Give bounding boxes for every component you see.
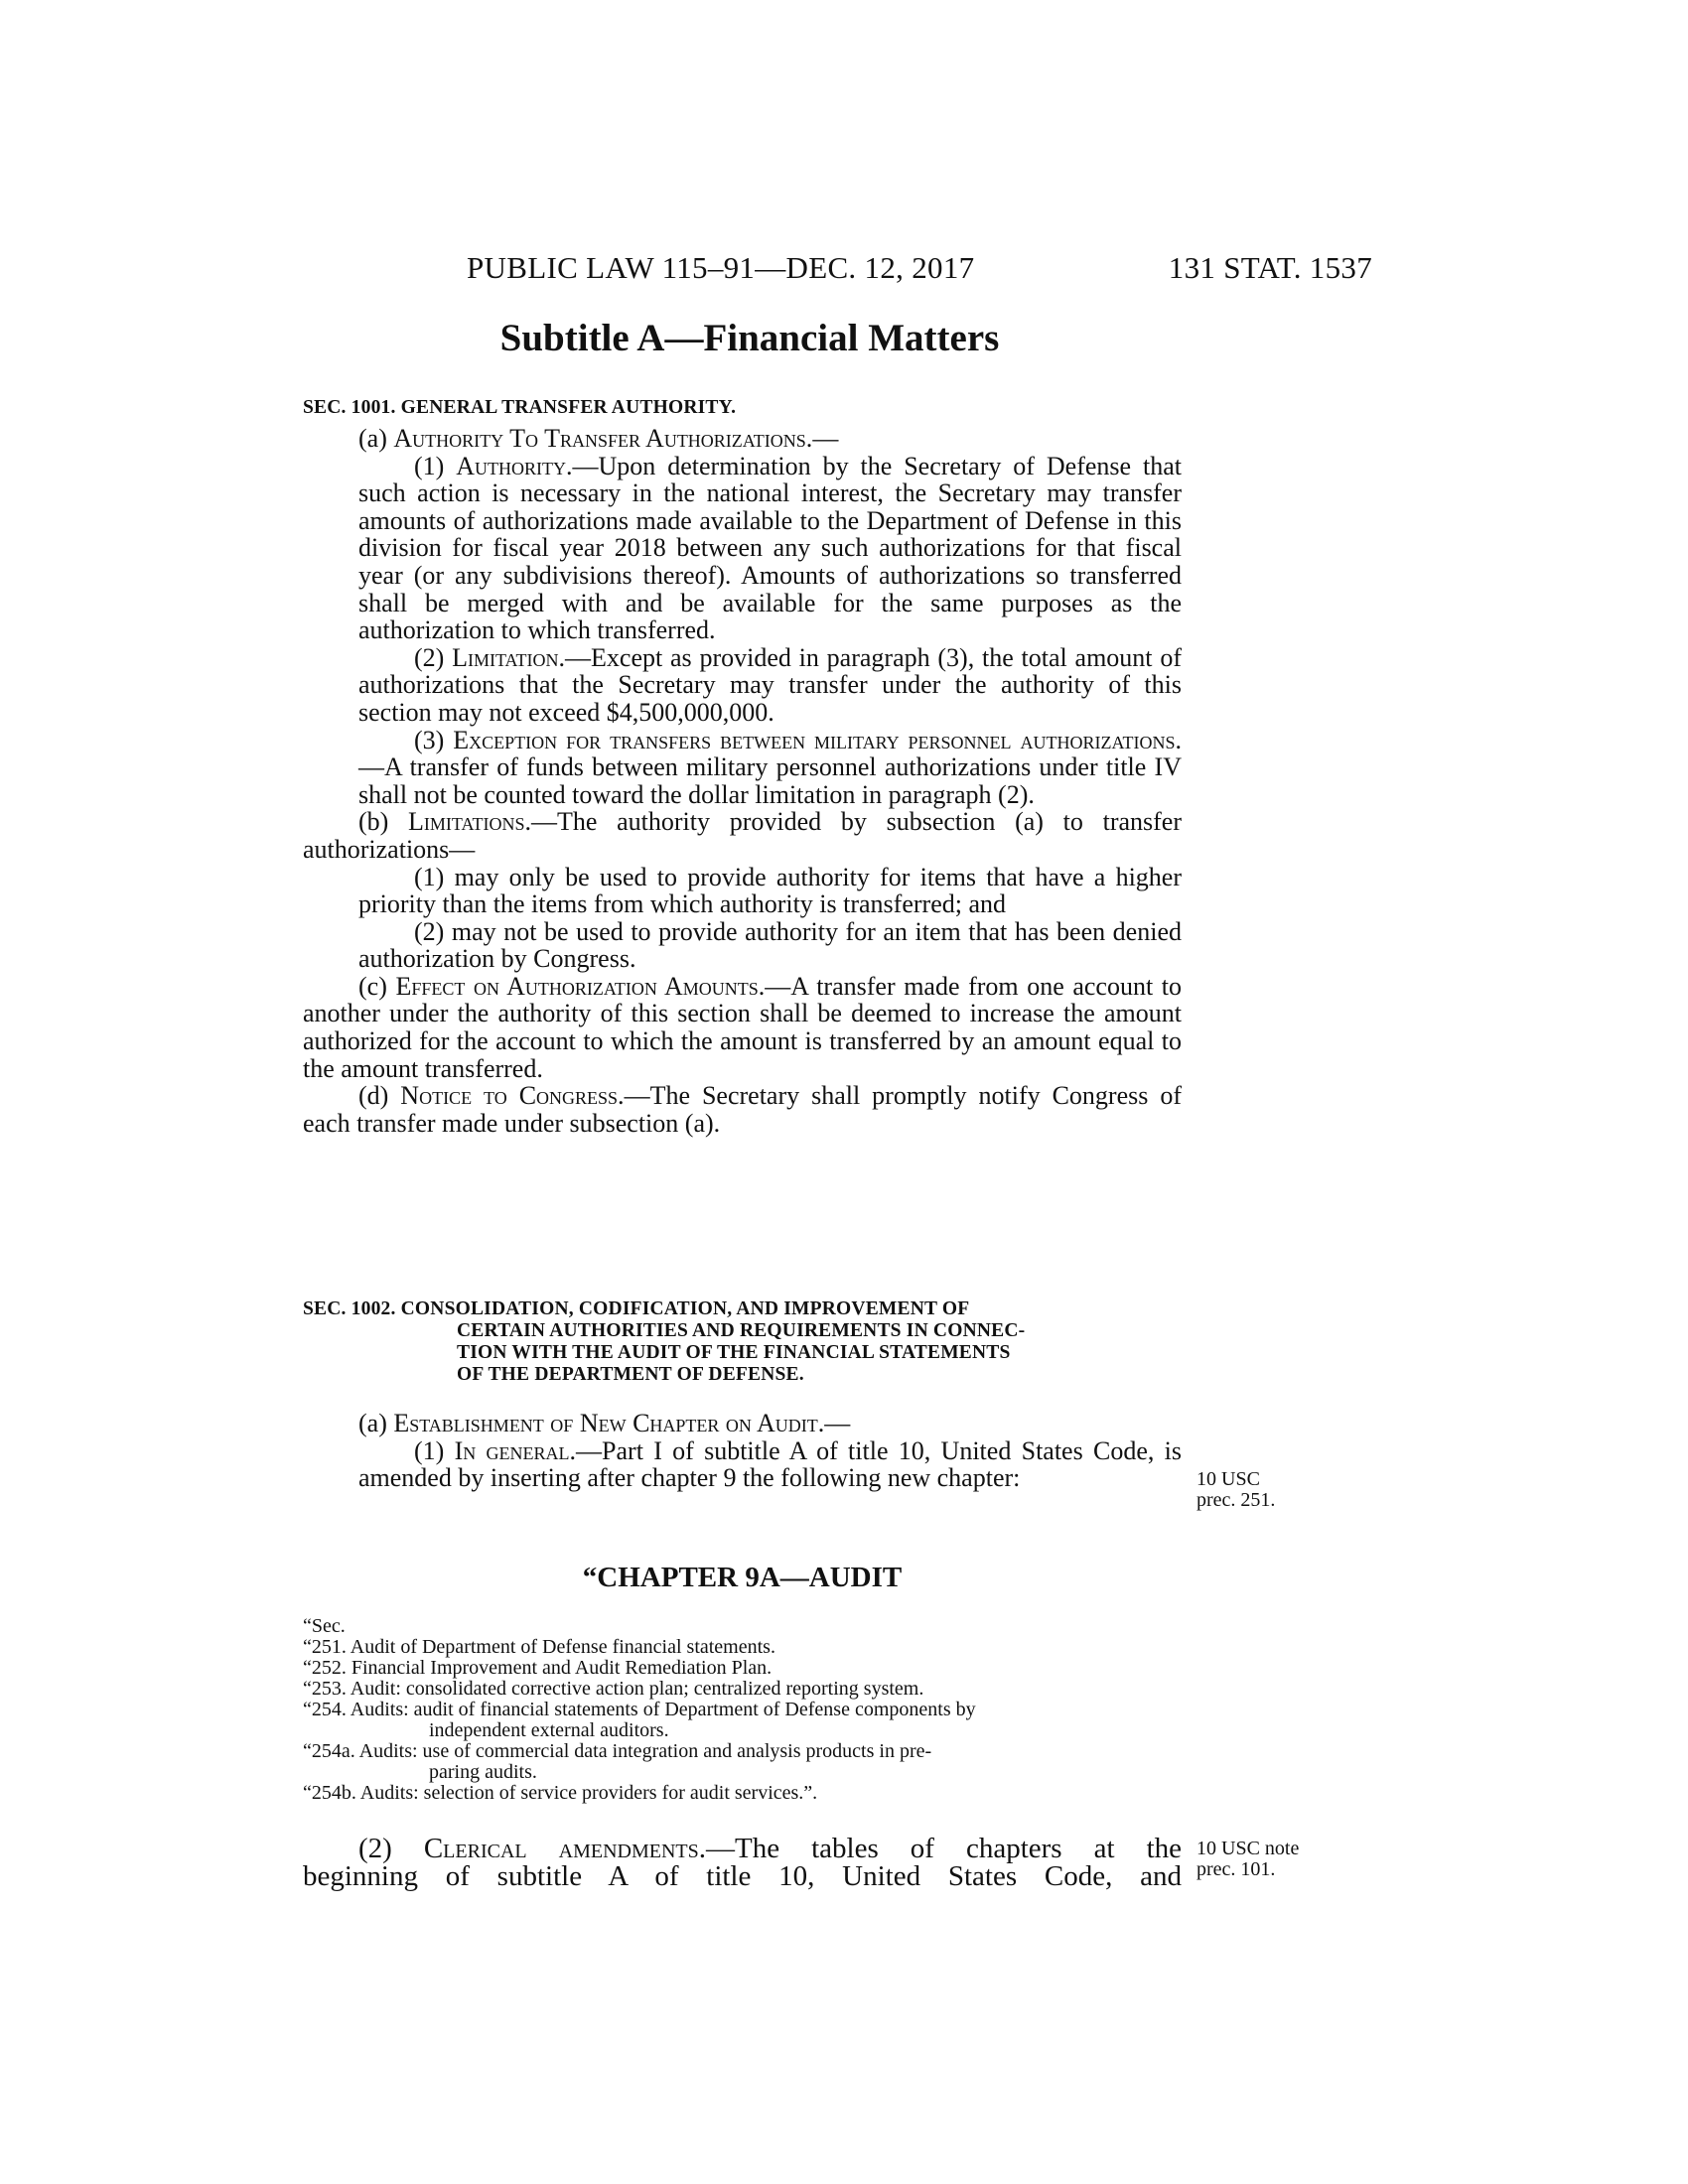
- subsection-a-heading: (a) Authority To Transfer Authorizations.—: [358, 424, 839, 453]
- paragraph-b1: (1) may only be used to provide authority for items that have a higher priority than the items from which authority is transferred; and: [358, 862, 1182, 919]
- section-1002-heading: SEC. 1002. CONSOLIDATION, CODIFICATION, AND IMPROVEMENT OF CERTAIN AUTHORITIES AND REQUIREMENTS IN CONNEC- TION WITH THE AUDIT OF THE FINANCIAL STATEMENTS OF THE DEPARTMENT OF DEFENSE.: [303, 1298, 1026, 1385]
- margin-note-usc-251: 10 USC prec. 251.: [1196, 1468, 1276, 1511]
- paragraph-a1: (1) Authority.—Upon determination by the Secretary of Defense that such action is necessary in the national interest, the Secretary may transfer amounts of authorizations made available to the Department of Defense in this division for fiscal year 2018 between any such authorizations for that fiscal year (or any subdivisions thereof). Amounts of authorizations so transferred shall be merged with and be available for the same purposes as the authorization to which transferred.: [358, 451, 1182, 645]
- chapter-table-of-sections: [303, 1616, 1182, 1804]
- toc-entry: “253. Audit: consolidated corrective action plan; centralized reporting system.: [303, 1678, 924, 1700]
- toc-entry: “254b. Audits: selection of service providers for audit services.”.: [303, 1782, 818, 1804]
- subsection-b: (b) Limitations.—The authority provided by subsection (a) to transfer authorizations—: [303, 807, 1182, 864]
- toc-entry: “254a. Audits: use of commercial data integration and analysis products in pre-: [303, 1740, 932, 1762]
- subtitle-heading: Subtitle A—Financial Matters: [499, 317, 1000, 359]
- subsection-c: (c) Effect on Authorization Amounts.—A transfer made from one account to another under the authority of this section shall be deemed to increase the amount authorized for the account to which the amount is transferred by an amount equal to the amount transferred.: [303, 971, 1182, 1083]
- subsection-1002-a-heading: (a) Establishment of New Chapter on Audit.—: [358, 1409, 851, 1437]
- toc-entry: “254. Audits: audit of financial statements of Department of Defense components by: [303, 1699, 976, 1720]
- chapter-title: “CHAPTER 9A—AUDIT: [582, 1562, 903, 1593]
- paragraph-1002-a1: (1) In general.—Part I of subtitle A of title 10, United States Code, is amended by inserting after chapter 9 the following new chapter:: [358, 1435, 1182, 1493]
- margin-note-usc-101: 10 USC note prec. 101.: [1196, 1838, 1300, 1880]
- paragraph-b2: (2) may not be used to provide authority for an item that has been denied authorization by Congress.: [358, 916, 1182, 974]
- toc-entry: “Sec.: [303, 1615, 346, 1637]
- statute-page-number: 131 STAT. 1537: [1168, 250, 1372, 285]
- toc-entry-continuation: independent external auditors.: [429, 1719, 669, 1741]
- running-header: [467, 250, 1372, 290]
- toc-entry-continuation: paring audits.: [429, 1761, 537, 1783]
- section-1002-body: [303, 1410, 1182, 1492]
- toc-entry: “252. Financial Improvement and Audit Remediation Plan.: [303, 1657, 773, 1679]
- toc-entry: “251. Audit of Department of Defense financial statements.: [303, 1636, 775, 1658]
- section-1001-heading: SEC. 1001. GENERAL TRANSFER AUTHORITY.: [303, 397, 737, 418]
- public-law-citation: PUBLIC LAW 115–91—DEC. 12, 2017: [467, 250, 975, 285]
- subsection-d: (d) Notice to Congress.—The Secretary shall promptly notify Congress of each transfer made under subsection (a).: [303, 1081, 1182, 1138]
- paragraph-a2: (2) Limitation.—Except as provided in paragraph (3), the total amount of authorizations that the Secretary may transfer under the authority of this section may not exceed $4,500,000,000.: [358, 642, 1182, 727]
- paragraph-1002-a2: (2) Clerical amendments.—The tables of chapters at the beginning of subtitle A of title 10, United States Code, and: [303, 1833, 1182, 1892]
- section-1001-body: [303, 425, 1182, 1137]
- paragraph-a3: (3) Exception for transfers between military personnel authorizations.—A transfer of funds between military personnel authorizations under title IV shall not be counted toward the dollar limitation in paragraph (2).: [358, 725, 1182, 809]
